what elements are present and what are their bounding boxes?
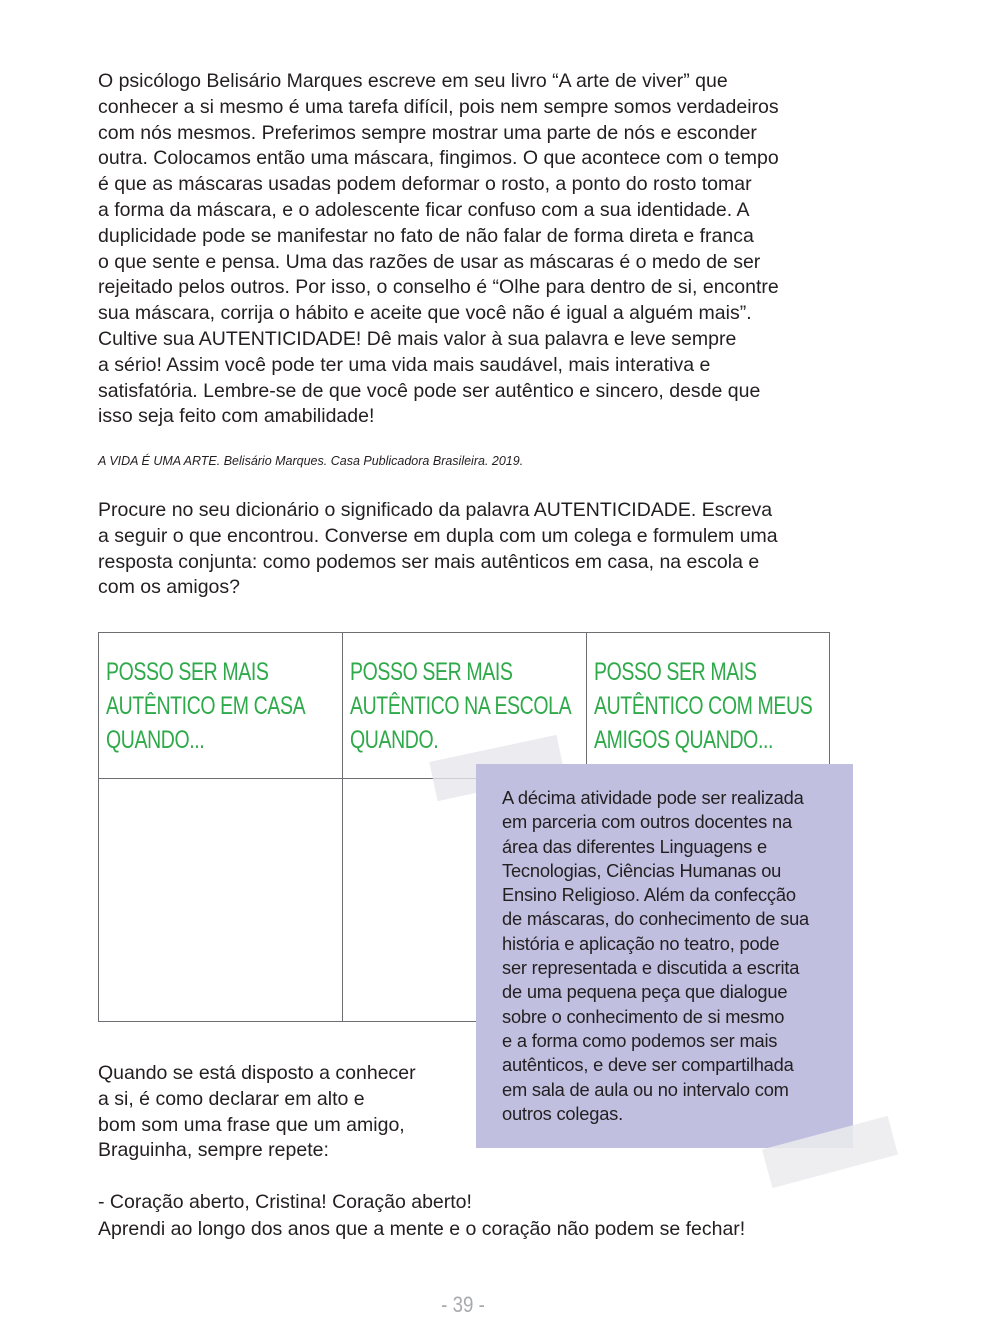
text-line: área das diferentes Linguagens e bbox=[502, 835, 767, 857]
text-line: AMIGOS QUANDO... bbox=[594, 726, 774, 754]
text-line: Aprendi ao longo dos anos que a mente e o coração não podem se fechar! bbox=[98, 1218, 746, 1240]
text-line: a seguir o que encontrou. Converse em dupla com um colega e formulem uma bbox=[98, 524, 778, 547]
text-line: Tecnologias, Ciências Humanas ou bbox=[502, 859, 782, 881]
text-line: com nós mesmos. Preferimos sempre mostrar uma parte de nós e esconder bbox=[98, 121, 757, 144]
header-school bbox=[350, 655, 634, 757]
text-line: resposta conjunta: como podemos ser mais autênticos em casa, na escola e bbox=[98, 550, 760, 573]
text-line: de máscaras, do conhecimento de sua bbox=[502, 908, 810, 930]
text-line: conhecer a si mesmo é uma tarefa difícil, pois nem sempre somos verdadeiros bbox=[98, 95, 779, 118]
instruction-paragraph bbox=[98, 498, 778, 601]
text-line: Cultive sua AUTENTICIDADE! Dê mais valor à sua palavra e leve sempre bbox=[98, 327, 737, 350]
citation: A VIDA É UMA ARTE. Belisário Marques. Casa Publicadora Brasileira. 2019. bbox=[98, 454, 524, 468]
text-line: e a forma como podemos ser mais bbox=[502, 1029, 778, 1051]
text-line: autênticos, e deve ser compartilhada bbox=[502, 1054, 794, 1076]
header-home bbox=[106, 655, 361, 757]
teacher-note bbox=[476, 764, 853, 1148]
closing-lines bbox=[98, 1189, 745, 1243]
text-line: AUTÊNTICO NA ESCOLA bbox=[350, 692, 572, 720]
text-line: Braguinha, sempre repete: bbox=[98, 1139, 329, 1162]
text-line: Ensino Religioso. Além da confecção bbox=[502, 884, 796, 906]
text-line: QUANDO... bbox=[106, 726, 205, 754]
text-line: POSSO SER MAIS bbox=[594, 658, 757, 686]
text-line: outra. Colocamos então uma máscara, fingimos. O que acontece com o tempo bbox=[98, 147, 779, 170]
text-line: em sala de aula ou no intervalo com bbox=[502, 1078, 789, 1100]
intro-paragraph bbox=[98, 69, 779, 430]
text-line: satisfatória. Lembre-se de que você pode ser autêntico e sincero, desde que bbox=[98, 379, 761, 402]
text-line: rejeitado pelos outros. Por isso, o conselho é “Olhe para dentro de si, encontre bbox=[98, 276, 779, 299]
text-line: sobre o conhecimento de si mesmo bbox=[502, 1005, 785, 1027]
header-friends bbox=[594, 655, 874, 757]
text-line: O psicólogo Belisário Marques escreve em seu livro “A arte de viver” que bbox=[98, 70, 728, 92]
text-line: A décima atividade pode ser realizada bbox=[502, 787, 804, 808]
text-line: - Coração aberto, Cristina! Coração aberto! bbox=[98, 1191, 472, 1213]
page-number: - 39 - bbox=[441, 1292, 485, 1317]
text-line: QUANDO. bbox=[350, 726, 439, 754]
text-line: AUTÊNTICO COM MEUS bbox=[594, 692, 813, 720]
text-line: sua máscara, corrija o hábito e aceite que você não é igual a alguém mais”. bbox=[98, 302, 752, 325]
text-line: o que sente e pensa. Uma das razões de usar as máscaras é o medo de ser bbox=[98, 250, 761, 273]
text-line: Procure no seu dicionário o significado da palavra AUTENTICIDADE. Escreva bbox=[98, 499, 773, 521]
text-line: história e aplicação no teatro, pode bbox=[502, 932, 780, 954]
text-line: em parceria com outros docentes na bbox=[502, 811, 792, 833]
text-line: outros colegas. bbox=[502, 1102, 623, 1124]
text-line: de uma pequena peça que dialogue bbox=[502, 981, 788, 1003]
text-line: com os amigos? bbox=[98, 576, 240, 599]
text-line: isso seja feito com amabilidade! bbox=[98, 405, 375, 428]
text-line: POSSO SER MAIS bbox=[106, 658, 269, 686]
text-line: duplicidade pode se manifestar no fato de não falar de forma direta e franca bbox=[98, 224, 754, 247]
text-line: a si, é como declarar em alto e bbox=[98, 1087, 365, 1110]
text-line: a sério! Assim você pode ter uma vida mais saudável, mais interativa e bbox=[98, 353, 711, 376]
text-line: é que as máscaras usadas podem deformar o rosto, a ponto do rosto tomar bbox=[98, 173, 752, 196]
text-line: POSSO SER MAIS bbox=[350, 658, 513, 686]
text-line: bom som uma frase que um amigo, bbox=[98, 1113, 405, 1136]
text-line: AUTÊNTICO EM CASA bbox=[106, 692, 306, 720]
text-line: Quando se está disposto a conhecer bbox=[98, 1062, 416, 1084]
text-line: a forma da máscara, e o adolescente ficar confuso com a sua identidade. A bbox=[98, 198, 750, 221]
quote-paragraph bbox=[98, 1061, 416, 1164]
text-line: ser representada e discutida a escrita bbox=[502, 957, 800, 979]
